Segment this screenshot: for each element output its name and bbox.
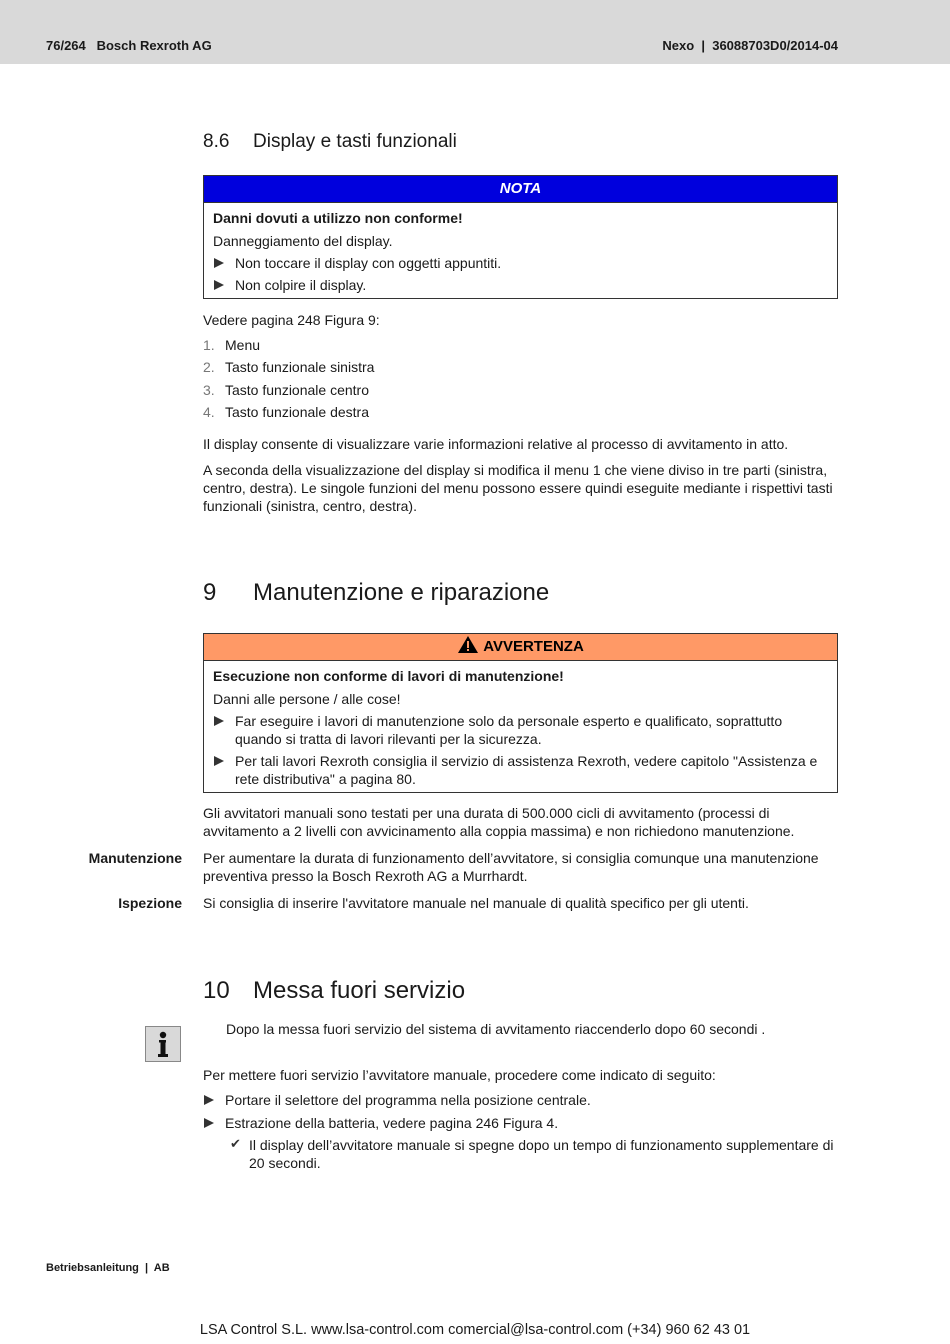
section-10-heading bbox=[203, 977, 466, 1005]
warning-box bbox=[203, 633, 838, 793]
section-9-heading bbox=[203, 579, 550, 607]
section-8-6-heading bbox=[203, 131, 457, 153]
note-text: Danneggiamento del display. bbox=[213, 233, 393, 249]
warning-triangle-icon bbox=[457, 635, 479, 654]
maintenance-label: Manutenzione bbox=[88, 850, 182, 866]
section-number: 8.6 bbox=[203, 131, 230, 152]
list-item: 3. Tasto funzionale centro bbox=[203, 382, 369, 398]
page-header bbox=[0, 0, 950, 64]
bullet-triangle-icon bbox=[204, 1095, 214, 1105]
maintenance-text: Per aumentare la durata di funzionamento dell’avvitatore, si consiglia comunque una manutenzione preventiva presso la Bosch Rexroth AG a Murrhardt. bbox=[203, 850, 819, 884]
step-item: Estrazione della batteria, vedere pagina 246 Figura 4. bbox=[203, 1114, 839, 1136]
info-icon bbox=[145, 1026, 181, 1062]
paragraph: Gli avvitatori manuali sono testati per una durata di 500.000 cicli di avvitamento (processi di avvitamento a 2 livelli con avvicinamento alla coppia massima) e non richiedono manutenzione. bbox=[203, 805, 795, 839]
note-box bbox=[203, 175, 838, 299]
bullet-triangle-icon bbox=[214, 716, 224, 726]
warning-text: Danni alle persone / alle cose! bbox=[213, 691, 401, 707]
header-document-id: Nexo | 36088703D0/2014-04 bbox=[662, 38, 838, 53]
header-page-info: 76/264 Bosch Rexroth AG bbox=[46, 38, 212, 53]
bullet-triangle-icon bbox=[214, 280, 224, 290]
bullet-triangle-icon bbox=[204, 1118, 214, 1128]
section-number: 9 bbox=[203, 579, 217, 606]
section-number: 10 bbox=[203, 977, 230, 1004]
section-title: Display e tasti funzionali bbox=[253, 131, 457, 152]
figure-reference: Vedere pagina 248 Figura 9: bbox=[203, 312, 380, 328]
footer-contact: LSA Control S.L. www.lsa-control.com comercial@lsa-control.com (+34) 960 62 43 01 bbox=[199, 1322, 751, 1338]
paragraph: Per mettere fuori servizio l’avvitatore manuale, procedere come indicato di seguito: bbox=[203, 1067, 716, 1083]
bullet-triangle-icon bbox=[214, 258, 224, 268]
warning-heading: Esecuzione non conforme di lavori di manutenzione! bbox=[213, 668, 564, 684]
section-title: Manutenzione e riparazione bbox=[253, 579, 550, 606]
note-bullet: Non toccare il display con oggetti appuntiti. bbox=[213, 254, 829, 272]
note-heading: Danni dovuti a utilizzo non conforme! bbox=[213, 210, 463, 226]
footer-document-type: Betriebsanleitung | AB bbox=[46, 1262, 170, 1274]
warning-header bbox=[204, 634, 837, 661]
list-item: 2. Tasto funzionale sinistra bbox=[203, 359, 375, 375]
bullet-triangle-icon bbox=[214, 756, 224, 766]
list-item: 1. Menu bbox=[203, 337, 261, 353]
paragraph: A seconda della visualizzazione del display si modifica il menu 1 che viene diviso in tre parti (sinistra, centro, destra). Le singole funzioni del menu possono essere quindi eseguite mediante i rispettivi tasti funzionali (sinistra, centro, destra). bbox=[203, 462, 833, 514]
result-text: Il display dell’avvitatore manuale si spegne dopo un tempo di funzionamento supplementare di 20 secondi. bbox=[249, 1137, 834, 1171]
note-label: NOTA bbox=[204, 176, 837, 203]
step-item: Portare il selettore del programma nella posizione centrale. bbox=[203, 1091, 839, 1113]
warning-bullet: Far eseguire i lavori di manutenzione solo da personale esperto e qualificato, soprattutto quando si tratta di lavori rilevanti per la sicurezza. bbox=[213, 712, 829, 748]
paragraph: Il display consente di visualizzare varie informazioni relative al processo di avvitamento in atto. bbox=[203, 436, 789, 452]
checkmark-icon: ✔ bbox=[230, 1136, 241, 1151]
note-bullet: Non colpire il display. bbox=[213, 276, 829, 294]
warning-label: AVVERTENZA bbox=[483, 638, 584, 655]
info-text: Dopo la messa fuori servizio del sistema di avvitamento riaccenderlo dopo 60 secondi . bbox=[226, 1021, 766, 1037]
inspection-label: Ispezione bbox=[118, 895, 182, 911]
list-item: 4. Tasto funzionale destra bbox=[203, 404, 369, 420]
warning-bullet: Per tali lavori Rexroth consiglia il servizio di assistenza Rexroth, vedere capitolo "Assistenza e rete distributiva" a pagina 80. bbox=[213, 752, 829, 788]
inspection-text: Si consiglia di inserire l'avvitatore manuale nel manuale di qualità specifico per gli utenti. bbox=[203, 895, 749, 911]
section-title: Messa fuori servizio bbox=[253, 977, 466, 1004]
